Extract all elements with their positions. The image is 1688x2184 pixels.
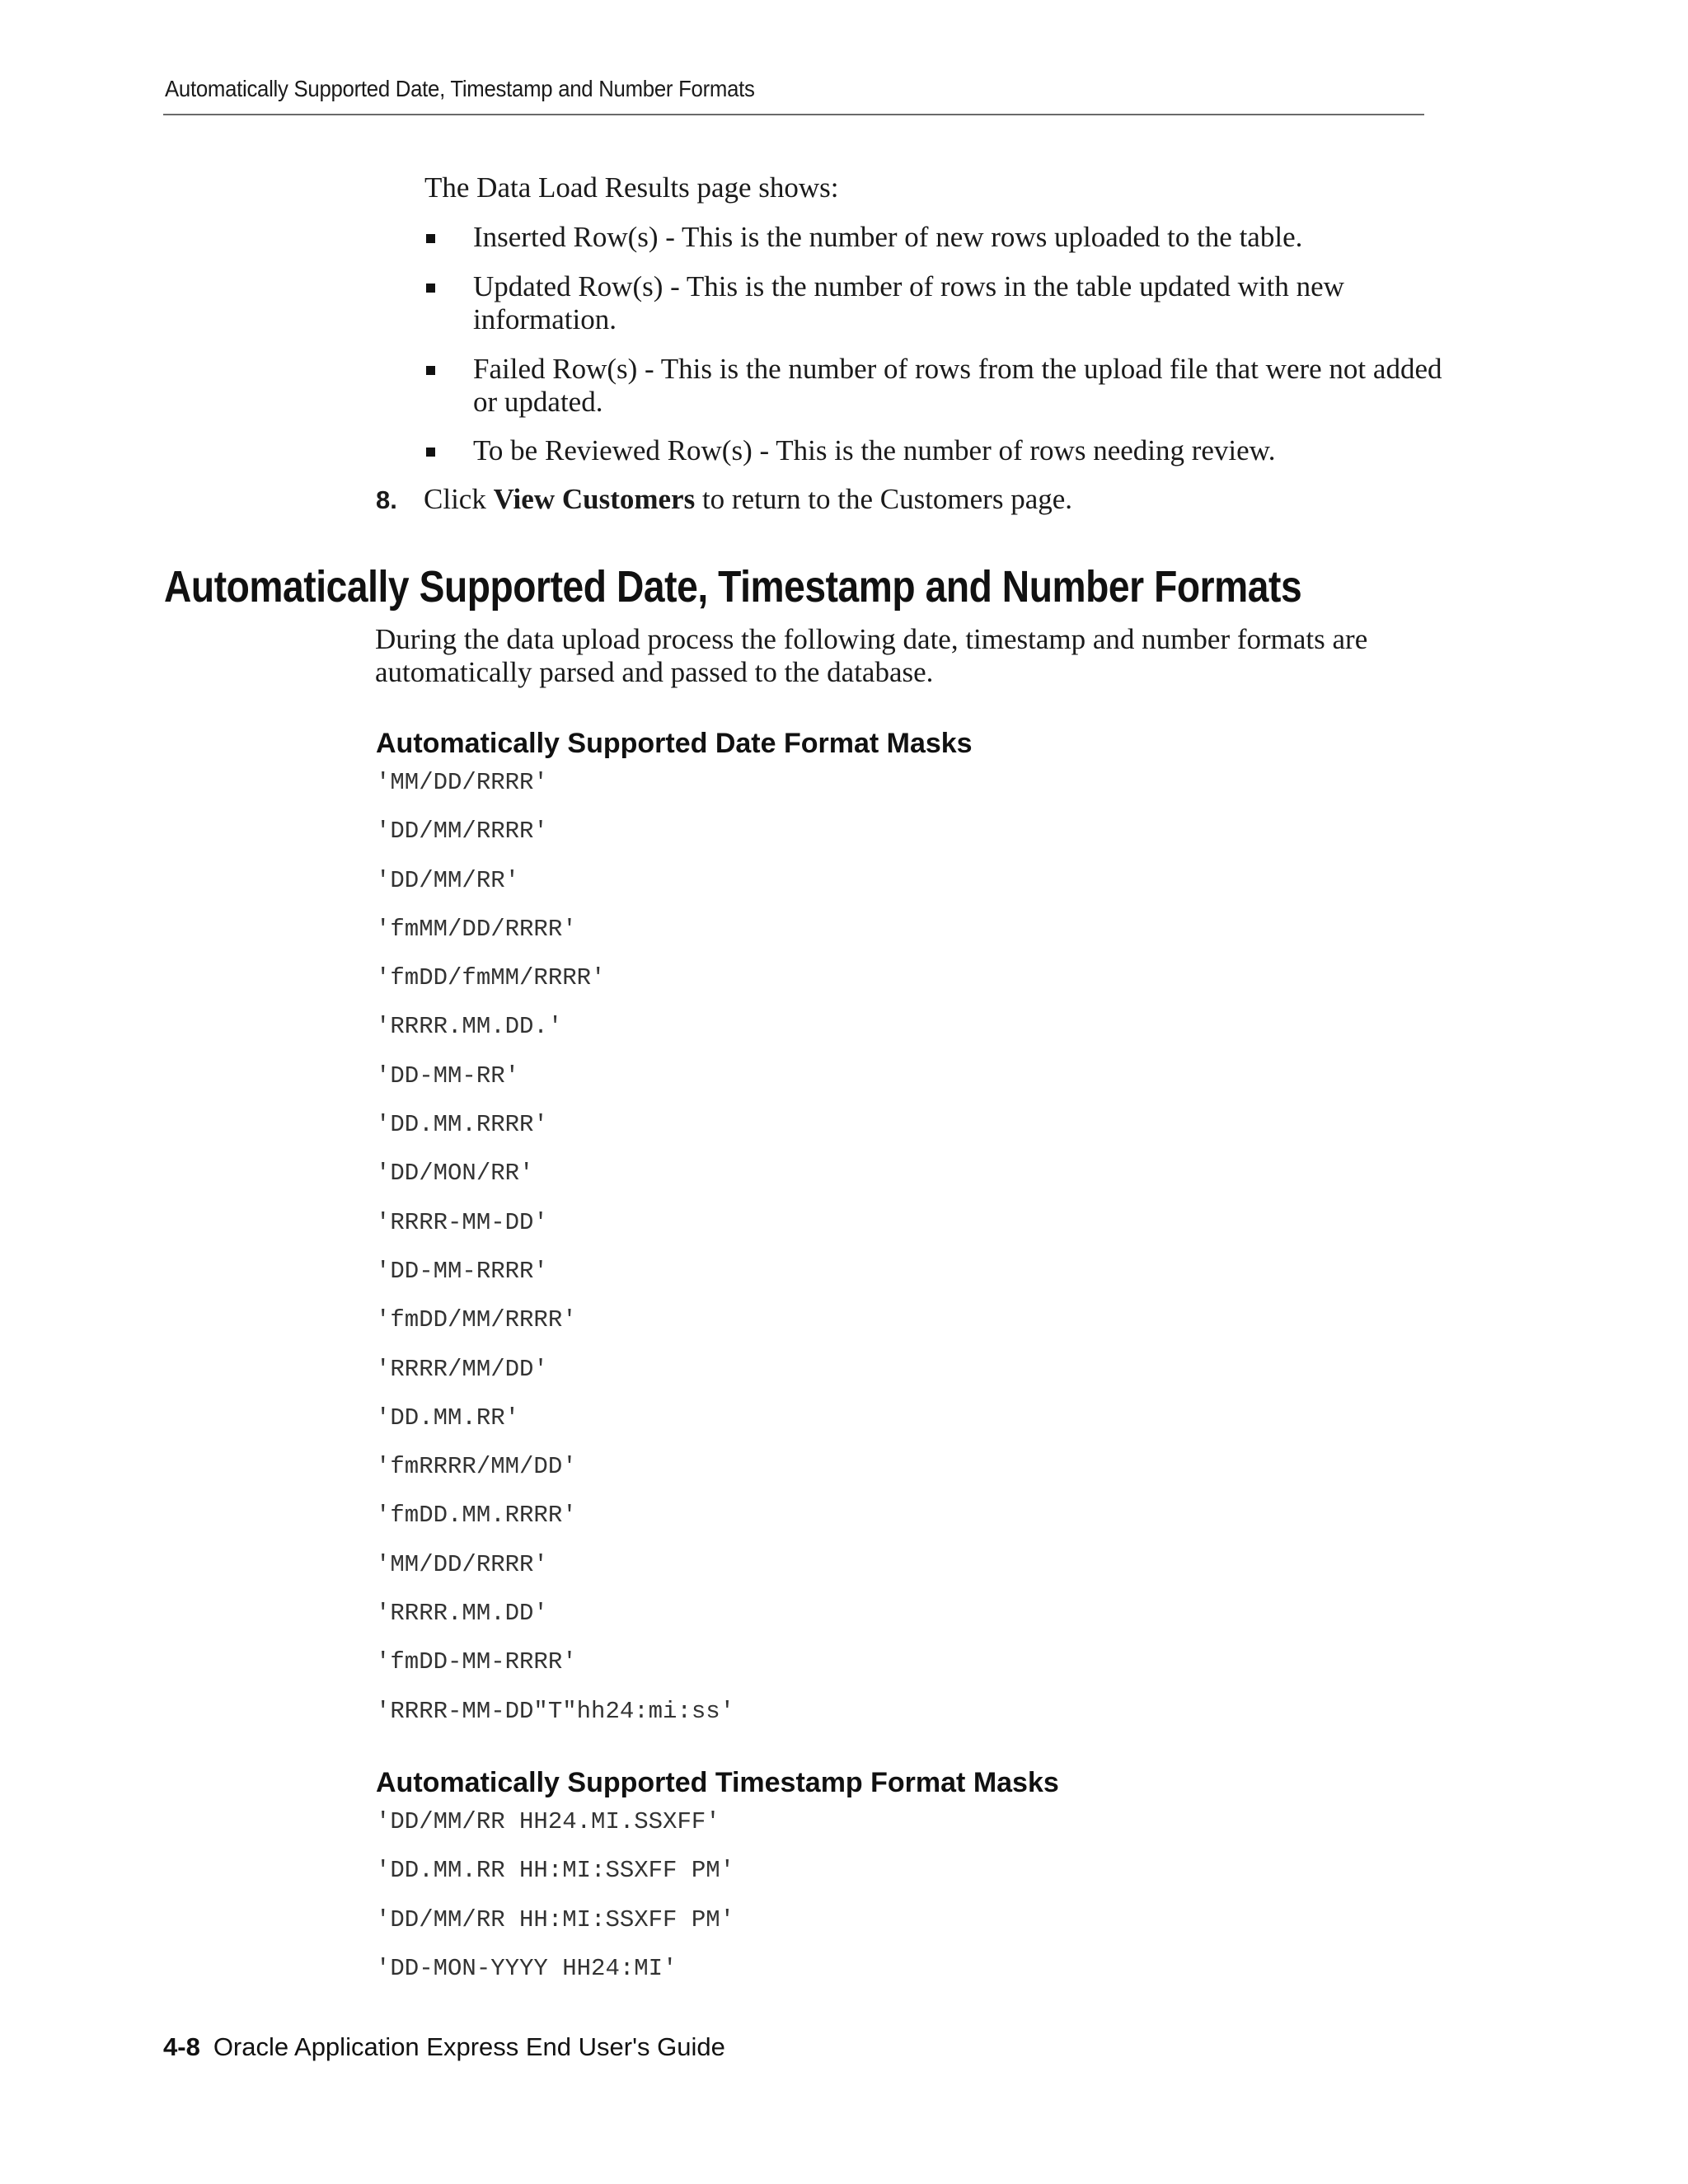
page-footer — [163, 2032, 725, 2062]
bullet-text: Inserted Row(s) - This is the number of new rows uploaded to the table. — [473, 221, 1303, 253]
format-mask-item: 'fmDD.MM.RRRR' — [376, 1502, 577, 1530]
step-prefix: Click — [424, 483, 486, 515]
format-mask-item: 'DD/MM/RR HH24.MI.SSXFF' — [376, 1808, 720, 1835]
timestamp-masks-heading: Automatically Supported Timestamp Format Masks — [376, 1767, 1059, 1798]
format-mask-item: 'DD.MM.RR HH:MI:SSXFF PM' — [376, 1857, 735, 1885]
book-title: Oracle Application Express End User's Guide — [213, 2032, 725, 2061]
step-suffix: to return to the Customers page. — [701, 483, 1073, 515]
format-mask-item: 'DD.MM.RR' — [376, 1404, 520, 1432]
bullet-reviewed-rows — [473, 434, 1446, 467]
bullet-text: Failed Row(s) - This is the number of rows from the upload file that were not added or updated. — [473, 353, 1442, 418]
date-masks-list — [376, 768, 734, 1746]
timestamp-masks-list — [376, 1807, 734, 2003]
section-intro: During the data upload process the following date, timestamp and number formats are automatically parsed and passed to the database. — [375, 623, 1368, 688]
format-mask-item: 'DD/MON/RR' — [376, 1160, 534, 1188]
bullet-square-icon — [426, 366, 435, 375]
intro-paragraph: The Data Load Results page shows: — [424, 171, 839, 204]
format-mask-item: 'fmRRRR/MM/DD' — [376, 1453, 577, 1481]
date-masks-heading: Automatically Supported Date Format Masks — [376, 728, 973, 759]
format-mask-item: 'fmDD/fmMM/RRRR' — [376, 964, 606, 992]
format-mask-item: 'RRRR-MM-DD"T"hh24:mi:ss' — [376, 1697, 735, 1725]
bullet-square-icon — [426, 284, 435, 293]
step-8 — [376, 483, 1072, 517]
format-mask-item: 'DD/MM/RRRR' — [376, 818, 548, 846]
header-rule — [163, 114, 1424, 115]
format-mask-item: 'DD/MM/RR HH:MI:SSXFF PM' — [376, 1905, 735, 1933]
format-mask-item: 'RRRR.MM.DD.' — [376, 1013, 563, 1041]
format-mask-item: 'DD/MM/RR' — [376, 866, 520, 894]
format-mask-item: 'fmMM/DD/RRRR' — [376, 915, 577, 943]
bullet-updated-rows — [473, 270, 1446, 336]
bullet-text: To be Reviewed Row(s) - This is the number of rows needing review. — [473, 434, 1276, 466]
format-mask-item: 'DD.MM.RRRR' — [376, 1111, 548, 1139]
section-heading: Automatically Supported Date, Timestamp and Number Formats — [164, 562, 1302, 612]
running-header: Automatically Supported Date, Timestamp and Number Formats — [165, 76, 755, 101]
view-customers-label: View Customers — [493, 483, 696, 515]
page-number: 4-8 — [163, 2032, 200, 2061]
format-mask-item: 'MM/DD/RRRR' — [376, 1550, 548, 1578]
format-mask-item: 'RRRR/MM/DD' — [376, 1355, 548, 1383]
format-mask-item: 'MM/DD/RRRR' — [376, 769, 548, 796]
bullet-square-icon — [426, 234, 435, 243]
format-mask-item: 'RRRR-MM-DD' — [376, 1208, 548, 1236]
format-mask-item: 'DD-MM-RR' — [376, 1062, 520, 1090]
format-mask-item: 'fmDD-MM-RRRR' — [376, 1648, 577, 1676]
format-mask-item: 'DD-MM-RRRR' — [376, 1257, 548, 1285]
format-mask-item: 'DD-MON-YYYY HH24:MI' — [376, 1954, 678, 1982]
format-mask-item: 'fmDD/MM/RRRR' — [376, 1306, 577, 1334]
bullet-failed-rows — [473, 353, 1446, 419]
step-number: 8. — [376, 485, 397, 514]
bullet-text: Updated Row(s) - This is the number of rows in the table updated with new information. — [473, 270, 1344, 335]
bullet-square-icon — [426, 448, 435, 457]
bullet-inserted-rows — [473, 221, 1446, 254]
format-mask-item: 'RRRR.MM.DD' — [376, 1600, 548, 1628]
